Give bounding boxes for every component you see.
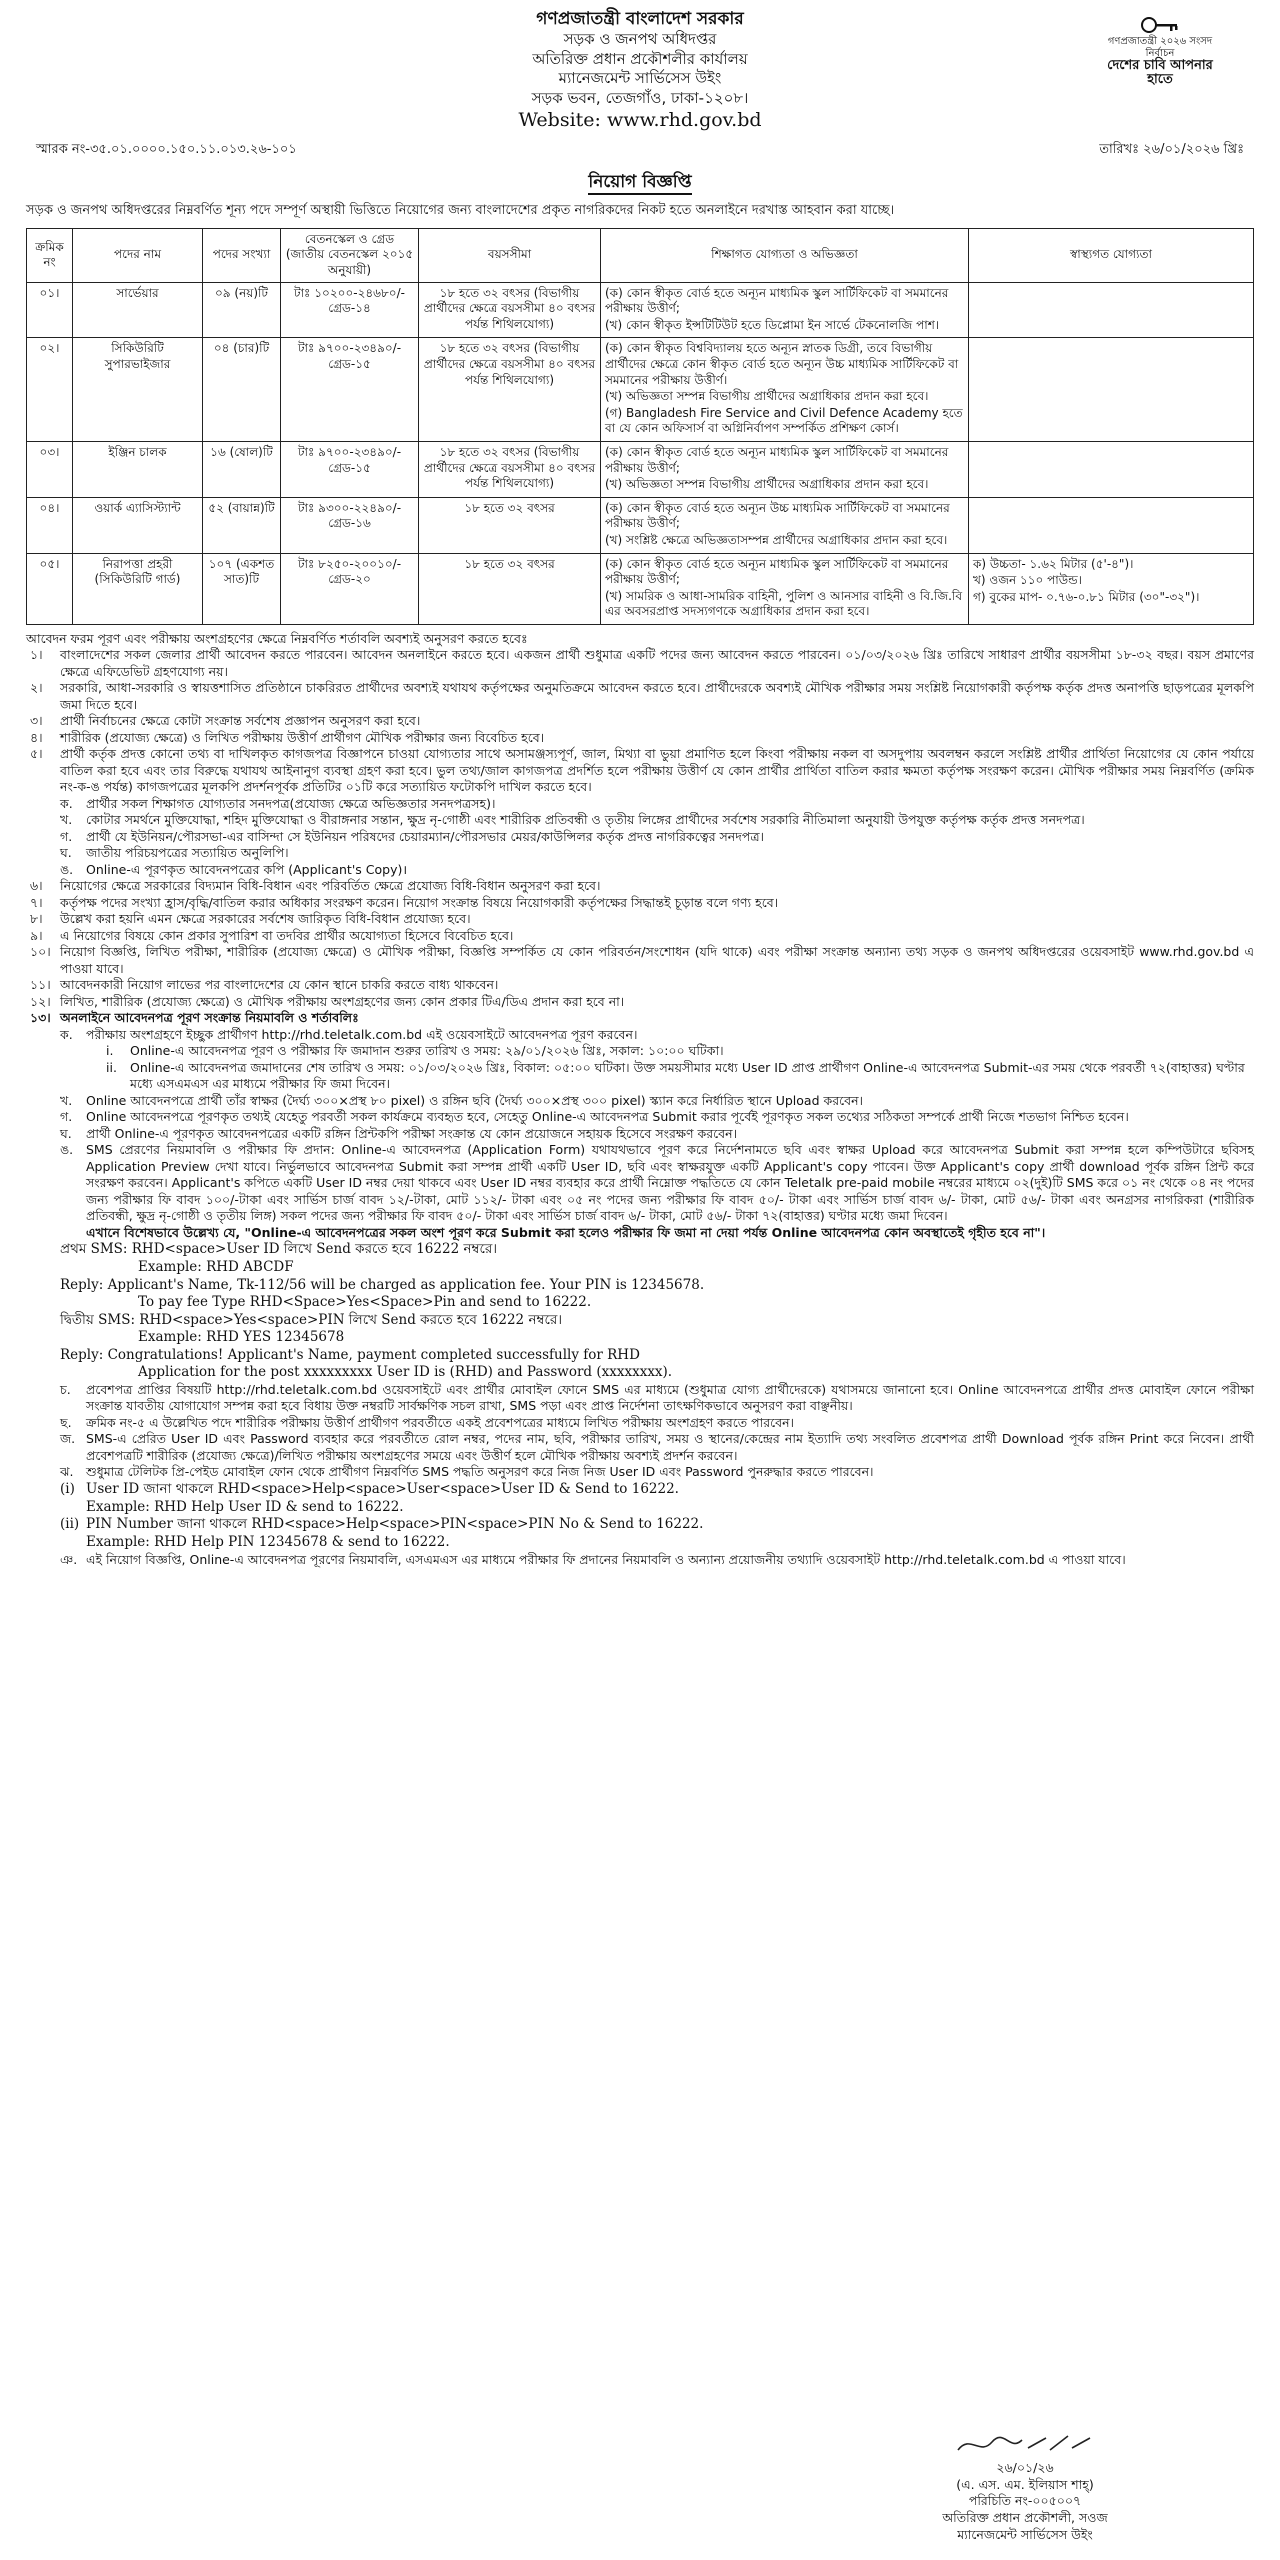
condition-item-text: এ নিয়োগের বিষয়ে কোন প্রকার সুপারিশ বা তদবির প্রার্থীর অযোগ্যতা হিসেবে বিবেচিত হবে। <box>60 927 514 943</box>
condition-item-text: নিয়োগের ক্ষেত্রে সরকারের বিদ্যমান বিধি-বিধান এবং পরিবর্তিত ক্ষেত্রে প্রযোজ্য বিধি-বিধান অনুসরণ করা হবে। <box>60 878 601 894</box>
document-item-number: ঘ. <box>60 845 72 861</box>
final-note-text: এই নিয়োগ বিজ্ঞপ্তি, Online-এ আবেদনপত্র পূরণের নিয়মাবলি, এসএমএস এর মাধ্যমে পরীক্ষার ফি প্রদানের নিয়মাবলি ও অন্যান্য প্রয়োজনীয় তথ্যাদি ওয়েবসাইট http://rhd.teletalk.com.bd এ পাওয়া যাবে। <box>86 1552 1126 1568</box>
health-item: খ) ওজন ১১০ পাউন্ড। <box>973 573 1082 588</box>
signatory-wing: ম্যানেজমেন্ট সার্ভিসেস উইং <box>957 2527 1093 2543</box>
signature-date: ২৬/০১/২৬ <box>996 2459 1054 2475</box>
document-item-number: ঙ. <box>60 861 74 877</box>
row-serial: ০৩। <box>27 442 73 498</box>
row-post-count: ০৪ (চার)টি <box>203 338 281 442</box>
online-dates-list <box>26 1043 1254 1093</box>
online-rule-item-number: ঙ. <box>60 1142 74 1158</box>
table-row <box>27 553 1254 624</box>
recovery-item <box>26 1481 1254 1499</box>
condition-item-number: ১২। <box>30 993 51 1009</box>
condition-item-text: নিয়োগ বিজ্ঞপ্তি, লিখিত পরীক্ষা, শারীরিক (প্রযোজ্য ক্ষেত্রে) ও মৌখিক পরীক্ষা, বিজ্ঞপ্তি সম্পর্কিত যে কোন পরিবর্তন/সংশোধন (যদি থাকে) এবং পরীক্ষা সংক্রান্ত অন্যান্য তথ্য সড়ক ও জনপথ অধিদপ্তরের ওয়েবসাইট www.rhd.gov.bd এ পাওয়া যাবে। <box>60 944 1254 976</box>
conditions-list-2 <box>26 878 1254 1010</box>
condition-item-text: বাংলাদেশের সকল জেলার প্রার্থী আবেদন করতে পারবেন। আবেদন অনলাইনে করতে হবে। একজন প্রার্থী শুধুমাত্র একটি পদের জন্য আবেদন করতে পারবেন। ০১/০৩/২০২৬ খ্রিঃ তারিখে সাধারণ প্রার্থীর বয়সসীমা ১৮-৩২ বছর। বয়স প্রমাণের ক্ষেত্রে এফিডেভিট গ্রহণযোগ্য নয়। <box>60 647 1254 679</box>
table-row <box>27 282 1254 338</box>
office-address: সড়ক ভবন, তেজগাঁও, ঢাকা-১২০৮। <box>531 88 749 107</box>
table-row <box>27 338 1254 442</box>
memo-number: স্মারক নং-৩৫.০১.০০০০.১৫০.১১.০১৩.২৬-১০১ <box>36 142 297 157</box>
online-rule-item <box>26 1093 1254 1110</box>
online-rule-item-number: গ. <box>60 1109 73 1125</box>
online-rule-item <box>26 1027 1254 1044</box>
condition-item <box>26 911 1254 928</box>
memo-row <box>26 142 1254 159</box>
condition-item <box>26 680 1254 713</box>
sms-instructions <box>26 1241 1254 1381</box>
qualification-item: (খ) কোন স্বীকৃত ইন্সটিটিউট হতে ডিপ্লোমা ইন সার্ভে টেকনোলজি পাশ। <box>605 317 940 332</box>
row-age-limit: ১৮ হতে ৩২ বৎসর (বিভাগীয় প্রার্থীদের ক্ষেত্রে বয়সসীমা ৪০ বৎসর পর্যন্ত শিথিলযোগ্য) <box>419 442 601 498</box>
online-rule-item-number: ক. <box>60 1026 73 1042</box>
table-row <box>27 442 1254 498</box>
online-rule-item-text: প্রার্থী Online-এ পূরণকৃত আবেদনপত্রের একটি রঙ্গিন প্রিন্টকপি পরীক্ষা সংক্রান্ত যে কোন প্রয়োজনে সহায়ক হিসেবে সংরক্ষণ করবেন। <box>86 1125 738 1141</box>
online-rules-list-3 <box>26 1382 1254 1481</box>
department-name: সড়ক ও জনপথ অধিদপ্তর <box>563 30 717 49</box>
signature-block <box>860 2432 1190 2544</box>
col-post-name: পদের নাম <box>73 228 203 282</box>
online-rule-item-number: ছ. <box>60 1414 72 1430</box>
row-serial: ০৪। <box>27 497 73 553</box>
logo-slogan: দেশের চাবি আপনার হাতে <box>1107 58 1213 88</box>
condition-item-text: আবেদনকারী নিয়োগ লাভের পর বাংলাদেশের যে কোন স্থানে চাকরি করতে বাধ্য থাকবেন। <box>60 977 499 993</box>
vacancy-table <box>26 228 1254 625</box>
qualification-item: (ক) কোন স্বীকৃত বোর্ড হতে অন্যূন মাধ্যমিক স্কুল সার্টিফিকেট বা সমমানের পরীক্ষায় উত্তীর্ণ; <box>605 445 949 475</box>
qualification-item: (খ) অভিজ্ঞতা সম্পন্ন বিভাগীয় প্রার্থীদের অগ্রাধিকার প্রদান করা হবে। <box>605 477 929 492</box>
row-age-limit: ১৮ হতে ৩২ বৎসর (বিভাগীয় প্রার্থীদের ক্ষেত্রে বয়সসীমা ৪০ বৎসর পর্যন্ত শিথিলযোগ্য) <box>419 282 601 338</box>
row-post-count: ৫২ (বায়ান্ন)টি <box>203 497 281 553</box>
qualification-item: (খ) অভিজ্ঞতা সম্পন্ন বিভাগীয় প্রার্থীদের অগ্রাধিকার প্রদান করা হবে। <box>605 389 929 404</box>
online-rule-item-text: SMS-এ প্রেরিত User ID এবং Password ব্যবহার করে পরবর্তীতে রোল নম্বর, পদের নাম, ছবি, পরীক্ষার তারিখ, সময় ও স্থানের/কেন্দ্রের নাম ইত্যাদি তথ্য সংবলিত প্রবেশপত্র প্রার্থী Download পূর্বক রঙ্গিন Print করে নিবেন। প্রার্থী প্রবেশপত্রটি শারীরিক (প্রযোজ্য ক্ষেত্রে)/লিখিত পরীক্ষায় অংশগ্রহণের সময়ে এবং উত্তীর্ণ হলে মৌখিক পরীক্ষায় অবশ্যই প্রদর্শন করবেন। <box>86 1431 1254 1463</box>
notice-title <box>26 171 1254 193</box>
condition-item-number: ২। <box>30 680 43 696</box>
online-rules-list <box>26 1027 1254 1044</box>
online-rule-item-number: ঘ. <box>60 1125 72 1141</box>
row-age-limit: ১৮ হতে ৩২ বৎসর <box>419 553 601 624</box>
sms-second-example: Example: RHD YES 12345678 <box>138 1329 345 1346</box>
document-item <box>26 845 1254 862</box>
row-health <box>969 338 1254 442</box>
condition-item-text: শারীরিক (প্রযোজ্য ক্ষেত্রে) ও লিখিত পরীক্ষায় উত্তীর্ণ প্রার্থীগণ মৌখিক পরীক্ষার জন্য বিবেচিত হবে। <box>60 729 545 745</box>
row-post-count: ১০৭ (একশত সাত)টি <box>203 553 281 624</box>
qualification-item: (ক) কোন স্বীকৃত বোর্ড হতে অন্যূন উচ্চ মাধ্যমিক সার্টিফিকেট বা সমমানের পরীক্ষায় উত্তীর্ণ; <box>605 500 950 531</box>
document-item-text: প্রার্থীর সকল শিক্ষাগত যোগ্যতার সনদপত্র(প্রযোজ্য ক্ষেত্রে অভিজ্ঞতার সনদপত্রসহ)। <box>86 795 496 811</box>
qualification-item: (খ) সংশ্লিষ্ট ক্ষেত্রে অভিজ্ঞতাসম্পন্ন প্রার্থীদের অগ্রাধিকার প্রদান করা হবে। <box>605 532 948 547</box>
row-qualification <box>601 282 969 338</box>
row-age-limit: ১৮ হতে ৩২ বৎসর <box>419 497 601 553</box>
condition-item <box>26 878 1254 895</box>
sms-first: প্রথম SMS: RHD<space>User ID লিখে Send করতে হবে 16222 নম্বরে। <box>60 1241 498 1258</box>
col-age-limit: বয়সসীমা <box>419 228 601 282</box>
online-rules-number: ১৩। <box>30 1010 51 1026</box>
final-note-number: ঞ. <box>60 1552 78 1568</box>
recovery-item-number: (ii) <box>60 1516 80 1533</box>
condition-item <box>26 713 1254 730</box>
recovery-item-example: Example: RHD Help User ID & send to 16222. <box>86 1498 404 1515</box>
condition-item-number: ৪। <box>30 729 43 745</box>
online-rule-item-text: Online আবেদনপত্রে প্রার্থী তাঁর স্বাক্ষর (দৈর্ঘ্য ৩০০×প্রস্থ ৮০ pixel) ও রঙ্গিন ছবি (দৈর্ঘ্য ৩০০×প্রস্থ ৩০০ pixel) স্ক্যান করে নির্ধারিত স্থানে Upload করবেন। <box>86 1092 864 1108</box>
document-item-number: ক. <box>60 795 73 811</box>
document-item-number: খ. <box>60 812 73 828</box>
recovery-item-text: User ID জানা থাকলে RHD<space>Help<space>User<space>User ID & Send to 16222. <box>86 1480 679 1497</box>
row-health <box>969 442 1254 498</box>
signature-mark-icon <box>950 2432 1100 2458</box>
table-header-row <box>27 228 1254 282</box>
condition-item-number: ৩। <box>30 713 43 729</box>
row-serial: ০২। <box>27 338 73 442</box>
office-name: অতিরিক্ত প্রধান প্রকৌশলীর কার্যালয় <box>532 49 748 68</box>
sms-reply-2-cont: Application for the post xxxxxxxxx User ID is (RHD) and Password (xxxxxxxx). <box>138 1364 673 1381</box>
wing-name: ম্যানেজমেন্ট সার্ভিসেস উইং <box>558 69 722 88</box>
condition-item <box>26 928 1254 945</box>
document-item <box>26 796 1254 813</box>
documents-list <box>26 796 1254 879</box>
key-emblem-icon <box>1140 14 1180 36</box>
row-post-name: ইঞ্জিন চালক <box>73 442 203 498</box>
condition-item-number: ৮। <box>30 911 43 927</box>
conditions-section <box>26 631 1254 1569</box>
online-rule-item <box>26 1142 1254 1225</box>
logo-small-text: গণপ্রজাতন্ত্রী ২০২৬ সংসদ নির্বাচন <box>1107 36 1213 59</box>
row-post-count: ১৬ (ষোল)টি <box>203 442 281 498</box>
document-item <box>26 829 1254 846</box>
condition-item-text: সরকারি, আধা-সরকারি ও স্বায়ত্তশাসিত প্রতিষ্ঠানে চাকরিরত প্রার্থীদের অবশ্যই যথাযথ কর্তৃপক্ষের অনুমতিক্রমে আবেদন করতে হবে। প্রার্থীদেরকে অবশ্যই মৌখিক পরীক্ষার সময় সংশ্লিষ্ট নিয়োগকারী কর্তৃপক্ষ কর্তৃক প্রদত্ত অনাপত্তি ছাড়পত্রের মূলকপি জমা দিতে হবে। <box>60 680 1254 712</box>
recovery-list <box>26 1481 1254 1552</box>
document-item <box>26 812 1254 829</box>
condition-item-number: ৫। <box>30 746 43 762</box>
online-date-item-text: Online-এ আবেদনপত্র জমাদানের শেষ তারিখ ও সময়: ০১/০৩/২০২৬ খ্রিঃ, বিকাল: ০৫:০০ ঘটিকা। উক্ত সময়সীমার মধ্যে User ID প্রাপ্ত প্রার্থীগণ Online-এ আবেদনপত্র Submit-এর সময় থেকে পরবর্তী ৭২(বাহাত্তর) ঘণ্টার মধ্যে এসএমএস এর মাধ্যমে পরীক্ষার ফি জমা দিবেন। <box>130 1059 1245 1092</box>
col-post-count: পদের সংখ্যা <box>203 228 281 282</box>
recovery-item-example: Example: RHD Help PIN 12345678 & send to 16222. <box>86 1534 450 1551</box>
condition-item <box>26 944 1254 977</box>
online-rule-item-number: জ. <box>60 1431 76 1447</box>
row-pay-scale: টাঃ ১০২০০-২৪৬৮০/- গ্রেড-১৪ <box>281 282 419 338</box>
online-rule-item <box>26 1126 1254 1143</box>
online-rule-item-text: পরীক্ষায় অংশগ্রহণে ইচ্ছুক প্রার্থীগণ http://rhd.teletalk.com.bd এই ওয়েবসাইটে আবেদনপত্র পূরণ করবেন। <box>86 1026 638 1042</box>
online-rule-item-number: চ. <box>60 1381 71 1397</box>
online-rules-heading: অনলাইনে আবেদনপত্র পূরণ সংক্রান্ত নিয়মাবলি ও শর্তাবলিঃ <box>60 1010 359 1026</box>
document-item-number: গ. <box>60 828 73 844</box>
qualification-item: (ক) কোন স্বীকৃত বিশ্ববিদ্যালয় হতে অন্যূন স্নাতক ডিগ্রী, তবে বিভাগীয় প্রার্থীদের ক্ষেত্রে কোন স্বীকৃত বোর্ড হতে অন্যূন উচ্চ মাধ্যমিক সার্টিফিকেট বা সমমানের পরীক্ষায় উত্তীর্ণ। <box>605 341 959 387</box>
signatory-name: (এ. এস. এম. ইলিয়াস শাহ্) <box>956 2476 1094 2492</box>
document-item-text: Online-এ পূরণকৃত আবেদনপত্রের কপি (Applicant's Copy)। <box>86 861 408 877</box>
qualification-item: (খ) সামরিক ও আধা-সামরিক বাহিনী, পুলিশ ও আনসার বাহিনী ও বি.জি.বি এর অবসরপ্রাপ্ত সদস্যগণকে অগ্রাধিকার প্রদান করা হবে। <box>605 588 963 619</box>
condition-item <box>26 895 1254 912</box>
row-serial: ০৫। <box>27 553 73 624</box>
online-date-item-number: i. <box>106 1043 114 1059</box>
condition-item-text: উল্লেখ করা হয়নি এমন ক্ষেত্রে সরকারের সর্বশেষ জারিকৃত বিধি-বিধান প্রযোজ্য হবে। <box>60 911 471 927</box>
online-rule-item <box>26 1382 1254 1415</box>
letterhead <box>26 8 1254 134</box>
signatory-designation: অতিরিক্ত প্রধান প্রকৌশলী, সওজ <box>942 2510 1108 2526</box>
conditions-lead: আবেদন ফরম পূরণ এবং পরীক্ষায় অংশগ্রহণের ক্ষেত্রে নিম্নবর্ণিত শর্তাবলি অবশ্যই অনুসরণ করতে হবেঃ <box>26 630 528 646</box>
row-age-limit: ১৮ হতে ৩২ বৎসর (বিভাগীয় প্রার্থীদের ক্ষেত্রে বয়সসীমা ৪০ বৎসর পর্যন্ত শিথিলযোগ্য) <box>419 338 601 442</box>
election-logo <box>1100 14 1220 88</box>
row-post-name: সার্ভেয়ার <box>73 282 203 338</box>
condition-item-number: ১১। <box>30 977 51 993</box>
qualification-item: (ক) কোন স্বীকৃত বোর্ড হতে অন্যূন মাধ্যমিক স্কুল সার্টিফিকেট বা সমমানের পরীক্ষায় উত্তীর্ণ; <box>605 556 949 587</box>
document-item-text: জাতীয় পরিচয়পত্রের সত্যায়িত অনুলিপি। <box>86 845 289 861</box>
online-rule-item-text: প্রবেশপত্র প্রাপ্তির বিষয়টি http://rhd.teletalk.com.bd ওয়েবসাইটে এবং প্রার্থীর মোবাইল ফোনে SMS এর মাধ্যমে (শুধুমাত্র যোগ্য প্রার্থীদেরকে) যথাসময়ে জানানো হবে। Online আবেদনপত্রে প্রার্থীর প্রদত্ত মোবাইল ফোনে পরীক্ষা সংক্রান্ত যাবতীয় যোগাযোগ সম্পন্ন করা হবে বিধায় উক্ত নম্বরটি সার্বক্ষণিক সচল রাখা, SMS পড়া এবং প্রাপ্ত নির্দেশনা তাৎক্ষণিকভাবে অনুসরণ করা বাঞ্ছনীয়। <box>86 1381 1254 1414</box>
row-pay-scale: টাঃ ৯৭০০-২৩৪৯০/- গ্রেড-১৫ <box>281 442 419 498</box>
row-pay-scale: টাঃ ৮২৫০-২০০১০/- গ্রেড-২০ <box>281 553 419 624</box>
condition-item <box>26 647 1254 680</box>
document-item <box>26 862 1254 879</box>
online-date-item <box>26 1043 1254 1060</box>
online-rule-item-number: ঝ. <box>60 1464 74 1480</box>
condition-item-text: লিখিত, শারীরিক (প্রযোজ্য ক্ষেত্রে) ও মৌখিক পরীক্ষায় অংশগ্রহণের জন্য কোন প্রকার টিএ/ডিএ প্রদান করা হবে না। <box>60 993 625 1009</box>
condition-item <box>26 730 1254 747</box>
recovery-item-text: PIN Number জানা থাকলে RHD<space>Help<space>PIN<space>PIN No & Send to 16222. <box>86 1516 704 1533</box>
row-post-name: নিরাপত্তা প্রহরী (সিকিউরিটি গার্ড) <box>73 553 203 624</box>
sms-reply-2: Reply: Congratulations! Applicant's Name, payment completed successfully for RHD <box>60 1346 640 1363</box>
col-serial: ক্রমিক নং <box>27 228 73 282</box>
row-qualification <box>601 442 969 498</box>
row-health <box>969 497 1254 553</box>
online-rule-item-text: শুধুমাত্র টেলিটক প্রি-পেইড মোবাইল ফোন থেকে প্রার্থীগণ নিম্নবর্ণিত SMS পদ্ধতি অনুসরণ করে নিজ নিজ User ID এবং Password পুনরুদ্ধার করতে পারবেন। <box>86 1464 874 1480</box>
col-pay-scale: বেতনস্কেল ও গ্রেড (জাতীয় বেতনস্কেল ২০১৫ অনুযায়ী) <box>281 228 419 282</box>
col-health: স্বাস্থ্যগত যোগ্যতা <box>969 228 1254 282</box>
condition-item-number: ৭। <box>30 894 43 910</box>
conditions-list <box>26 647 1254 796</box>
condition-item-number: ১০। <box>30 944 51 960</box>
sms-reply-1: Reply: Applicant's Name, Tk-112/56 will be charged as application fee. Your PIN is 12345678. <box>60 1276 705 1293</box>
sms-reply-1-cont: To pay fee Type RHD<Space>Yes<Space>Pin and send to 16222. <box>138 1294 592 1311</box>
recovery-item-example-row <box>26 1534 1254 1552</box>
condition-item <box>26 746 1254 796</box>
recovery-item <box>26 1516 1254 1534</box>
row-health <box>969 282 1254 338</box>
condition-item <box>26 994 1254 1011</box>
row-serial: ০১। <box>27 282 73 338</box>
warning-text: এখানে বিশেষভাবে উল্লেখ্য যে, "Online-এ আবেদনপত্রের সকল অংশ পূরণ করে Submit করা হলেও পরীক্ষার ফি জমা না দেয়া পর্যন্ত Online আবেদনপত্র কোন অবস্থাতেই গৃহীত হবে না"। <box>86 1224 1046 1240</box>
document-item-text: প্রার্থী যে ইউনিয়ন/পৌরসভা-এর বাসিন্দা সে ইউনিয়ন পরিষদের চেয়ারম্যান/পৌরসভার মেয়র/কাউন্সিলর কর্তৃক প্রদত্ত নাগরিকত্বের সনদপত্র। <box>86 828 764 844</box>
online-rule-item-text: ক্রমিক নং-৫ এ উল্লেখিত পদে শারীরিক পরীক্ষায় উত্তীর্ণ প্রার্থীগণ পরবর্তীতে একই প্রবেশপত্রের মাধ্যমে লিখিত পরীক্ষায় অংশগ্রহণ করতে পারবেন। <box>86 1414 795 1430</box>
online-rule-item <box>26 1464 1254 1481</box>
notice-title-text: নিয়োগ বিজ্ঞপ্তি <box>588 172 691 195</box>
condition-item-text: প্রার্থী কর্তৃক প্রদত্ত কোনো তথ্য বা দাখিলকৃত কাগজপত্র বিজ্ঞাপনে চাওয়া যোগ্যতার সাথে অসামঞ্জস্যপূর্ণ, জাল, মিথ্যা বা ভুয়া প্রমাণিত হলে কিংবা পরীক্ষায় নকল বা অসদুপায় অবলম্বন করলে সংশ্লিষ্ট প্রার্থীর প্রার্থিতা নিয়োগের যে কোন পর্যায়ে বাতিল করা হবে এবং তার বিরুদ্ধে যথাযথ আইনানুগ ব্যবস্থা গ্রহণ করা হবে। ভুল তথ্য/জাল কাগজপত্র প্রদর্শিত হলে পরীক্ষায় উত্তীর্ণ যে কোন প্রার্থীর প্রার্থিতা বাতিল করার ক্ষমতা কর্তৃপক্ষ সংরক্ষণ করেন। মৌখিক পরীক্ষার সময় নিম্নবর্ণিত (ক্রমিক নং-ক-ঙ পর্যন্ত) কাগজপত্রের মূলকপি প্রদর্শনপূর্বক প্রতিটির ০১টি করে সত্যায়িত ফটোকপি দাখিল করতে হবে। <box>60 746 1254 795</box>
row-post-name: ওয়ার্ক এ্যাসিস্ট্যান্ট <box>73 497 203 553</box>
website-text: Website: www.rhd.gov.bd <box>518 109 762 132</box>
online-date-item <box>26 1060 1254 1093</box>
condition-item <box>26 977 1254 994</box>
final-note <box>26 1552 1254 1569</box>
recovery-item-number: (i) <box>60 1480 75 1497</box>
warning-note <box>26 1225 1254 1242</box>
condition-item-number: ৯। <box>30 927 43 943</box>
sms-first-example: Example: RHD ABCDF <box>138 1258 294 1275</box>
table-row <box>27 497 1254 553</box>
online-rule-item-number: খ. <box>60 1092 73 1108</box>
online-rule-item <box>26 1109 1254 1126</box>
recovery-item-example-row <box>26 1499 1254 1517</box>
memo-date: তারিখঃ ২৬/০১/২০২৬ খ্রিঃ <box>1099 142 1244 157</box>
sms-second: দ্বিতীয় SMS: RHD<space>Yes<space>PIN লিখে Send করতে হবে 16222 নম্বরে। <box>60 1311 563 1328</box>
signatory-id: পরিচিতি নং-০০৫০০৭ <box>968 2493 1082 2509</box>
condition-item-number: ৬। <box>30 878 43 894</box>
intro-paragraph: সড়ক ও জনপথ অধিদপ্তরের নিম্নবর্ণিত শূন্য পদে সম্পূর্ণ অস্থায়ী ভিত্তিতে নিয়োগের জন্য বাংলাদেশের প্রকৃত নাগরিকদের নিকট হতে অনলাইনে দরখাস্ত আহবান করা যাচ্ছে। <box>26 202 895 218</box>
row-qualification <box>601 553 969 624</box>
condition-item-text: প্রার্থী নির্বাচনের ক্ষেত্রে কোটা সংক্রান্ত সর্বশেষ প্রজ্ঞাপন অনুসরণ করা হবে। <box>60 713 421 729</box>
online-rule-item <box>26 1415 1254 1432</box>
online-rules-title <box>26 1010 1254 1027</box>
row-qualification <box>601 497 969 553</box>
online-date-item-number: ii. <box>106 1059 117 1075</box>
online-rule-item-text: SMS প্রেরণের নিয়মাবলি ও পরীক্ষার ফি প্রদান: Online-এ আবেদনপত্র (Application Form) যথাযথভাবে পূরণ করে নির্দেশনামতে ছবি এবং স্বাক্ষর Upload করে আবেদনপত্র Submit করা সম্পন্ন হলে কম্পিউটারে ছবিসহ Application Preview দেখা যাবে। নির্ভুলভাবে আবেদনপত্র Submit করা সম্পন্ন প্রার্থী একটি User ID, ছবি এবং স্বাক্ষরযুক্ত একটি Applicant's copy পাবেন। উক্ত Applicant's copy প্রার্থী download পূর্বক রঙ্গিন প্রিন্ট করে সংরক্ষণ করবেন। Applicant's কপিতে একটি User ID নম্বর দেয়া থাকবে এবং User ID নম্বর ব্যবহার করে প্রার্থী নিম্নোক্ত পদ্ধতিতে যে কোন Teletalk pre-paid mobile নম্বরের মাধ্যমে ০২(দুই)টি SMS করে ০১ নং থেকে ০৪ নং পদের জন্য পরীক্ষার ফি বাবদ ১০০/-টাকা এবং সার্ভিস চার্জ বাবদ ১২/-টাকা, মোট ১১২/- টাকা এবং ০৫ নং পদের জন্য পরীক্ষার ফি বাবদ ৫০/- টাকা এবং সার্ভিস চার্জ বাবদ ৬/- টাকা, মোট ৫৬/- টাকা এবং অনগ্রসর নাগরিকরা (শারীরিক প্রতিবন্ধী, ক্ষুদ্র নৃ-গোষ্ঠী ও তৃতীয় লিঙ্গ) সকল পদের জন্য পরীক্ষার ফি বাবদ ৫০/- টাকা এবং সার্ভিস চার্জ বাবদ ৬/- টাকা, মোট ৫৬/- টাকা ৭২(বাহাত্তর) ঘণ্টার মধ্যে জমা দিবেন। <box>86 1142 1254 1224</box>
col-qualification: শিক্ষাগত যোগ্যতা ও অভিজ্ঞতা <box>601 228 969 282</box>
document-item-text: কোটার সমর্থনে মুক্তিযোদ্ধা, শহিদ মুক্তিযোদ্ধা ও বীরাঙ্গনার সন্তান, ক্ষুদ্র নৃ-গোষ্ঠী এবং শারীরিক প্রতিবন্ধী ও তৃতীয় লিঙ্গের প্রার্থীদের সর্বশেষ সরকারি নীতিমালা অনুযায়ী উপযুক্ত কর্তৃপক্ষ কর্তৃক প্রদত্ত সনদপত্র। <box>86 812 1085 828</box>
qualification-item: (গ) Bangladesh Fire Service and Civil Defence Academy হতে বা যে কোন অফিসার্স বা অগ্নিনির্বাপণ সম্পর্কিত প্রশিক্ষণ কোর্স। <box>605 405 963 436</box>
row-pay-scale: টাঃ ৯৩০০-২২৪৯০/- গ্রেড-১৬ <box>281 497 419 553</box>
condition-item-text: কর্তৃপক্ষ পদের সংখ্যা হ্রাস/বৃদ্ধি/বাতিল করার অধিকার সংরক্ষণ করেন। নিয়োগ সংক্রান্ত বিষয়ে নিয়োগকারী কর্তৃপক্ষের সিদ্ধান্তই চূড়ান্ত বলে গণ্য হবে। <box>60 894 779 910</box>
online-date-item-text: Online-এ আবেদনপত্র পূরণ ও পরীক্ষার ফি জমাদান শুরুর তারিখ ও সময়: ২৯/০১/২০২৬ খ্রিঃ, সকাল: ১০:০০ ঘটিকা। <box>130 1043 724 1059</box>
health-item: ক) উচ্চতা- ১.৬২ মিটার (৫'-৪")। <box>973 556 1134 571</box>
row-qualification <box>601 338 969 442</box>
government-name: গণপ্রজাতন্ত্রী বাংলাদেশ সরকার <box>536 9 744 29</box>
row-post-count: ০৯ (নয়)টি <box>203 282 281 338</box>
row-pay-scale: টাঃ ৯৭০০-২৩৪৯০/- গ্রেড-১৫ <box>281 338 419 442</box>
condition-item-number: ১। <box>30 647 43 663</box>
health-item: গ) বুকের মাপ- ০.৭৬-০.৮১ মিটার (৩০"-৩২")। <box>973 589 1200 604</box>
row-post-name: সিকিউরিটি সুপারভাইজার <box>73 338 203 442</box>
online-rules-list-2 <box>26 1093 1254 1225</box>
row-health <box>969 553 1254 624</box>
online-rule-item <box>26 1431 1254 1464</box>
online-rule-item-text: Online আবেদনপত্রে পূরণকৃত তথ্যই যেহেতু পরবর্তী সকল কার্যক্রমে ব্যবহৃত হবে, সেহেতু Online-এ আবেদনপত্র Submit করার পূর্বেই পূরণকৃত সকল তথ্যের সঠিকতা সম্পর্কে প্রার্থী নিজে শতভাগ নিশ্চিত হবেন। <box>86 1109 1129 1125</box>
qualification-item: (ক) কোন স্বীকৃত বোর্ড হতে অন্যূন মাধ্যমিক স্কুল সার্টিফিকেট বা সমমানের পরীক্ষায় উত্তীর্ণ; <box>605 285 949 316</box>
